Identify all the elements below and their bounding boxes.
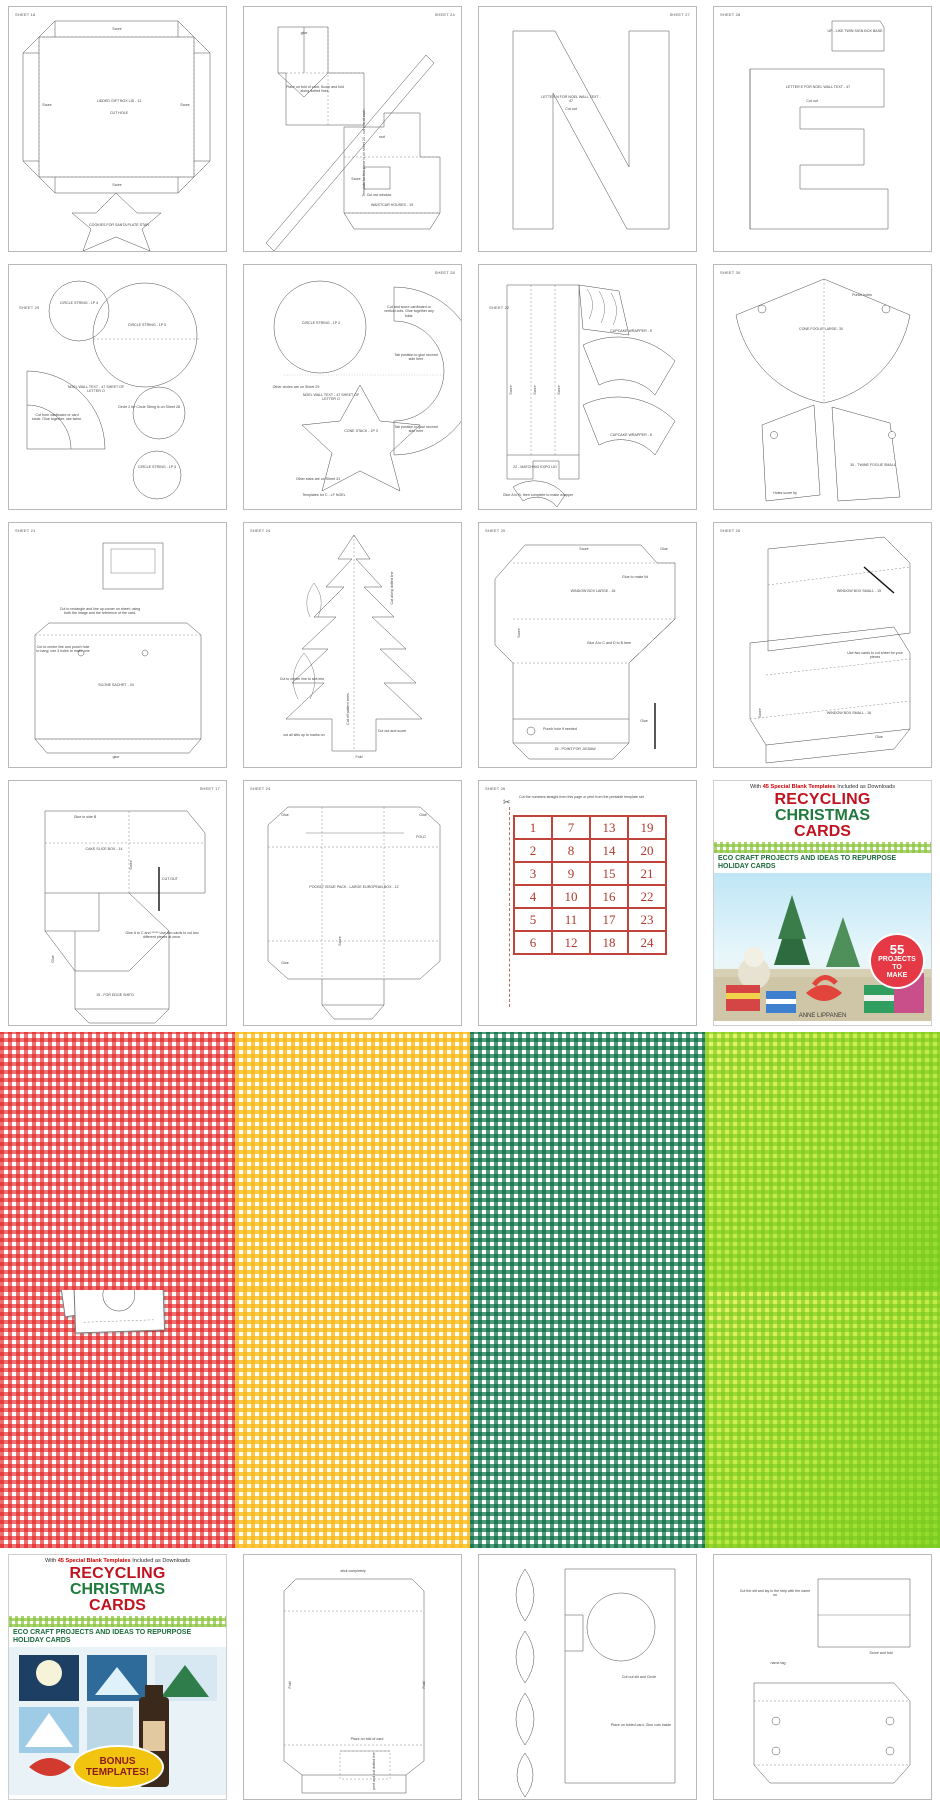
glue-label: Glue to side B — [73, 815, 97, 819]
sheet-cell[interactable] — [0, 258, 235, 516]
cone-foglie-small-label: 30 - TWINE FOGLIE SMALL — [850, 463, 896, 467]
star-label-text: COOKIES FOR SANTA PLATE STAR — [89, 223, 149, 227]
name-tag-label: name tag — [770, 1661, 786, 1665]
sheet-cell[interactable] — [705, 0, 940, 258]
sheet-number-label: SHEET 26 — [720, 528, 741, 533]
cut-hole-text: CUT HOLE — [109, 111, 129, 115]
fabric-swatch-cell[interactable] — [705, 1290, 940, 1548]
sheet-cell[interactable] — [235, 1548, 470, 1806]
window-box-small-label-2: WINDOW BOX SMALL - 16 — [826, 711, 872, 715]
instruction-text: Use two cards to cut sheet for your pieces — [847, 651, 903, 660]
instruction-text: Cut to rectangle and line up corner on sheet; using both the image and the reference of the card. — [59, 607, 141, 616]
place-on-fold-text: Place on fold of card — [350, 1737, 384, 1741]
cupcake-wrapper-6-label: CUPCAKE WRAPPER - 6 — [610, 433, 652, 437]
instruction-text: print and cut dotted line — [372, 1752, 376, 1790]
yellow-gingham-swatch — [235, 1290, 470, 1548]
fabric-swatch-cell[interactable] — [235, 1290, 470, 1548]
glue-label: Glue — [640, 719, 648, 723]
sheet-number-label: SHEET 24 — [250, 786, 271, 791]
red-gingham-swatch — [0, 1032, 235, 1290]
glue-label: Glue — [281, 961, 289, 965]
punch-holes-label: Punch holes — [852, 293, 872, 297]
tab-position-text: Tab position to glue second side here — [394, 353, 438, 362]
number-cell[interactable]: 20 — [628, 839, 666, 862]
fold-label: FOLD — [416, 835, 426, 839]
number-cell[interactable]: 10 — [552, 885, 590, 908]
number-cell[interactable]: 21 — [628, 862, 666, 885]
sheet-cell[interactable] — [235, 774, 470, 1032]
sheet-title-text: LETTER E FOR NOEL WALL TEXT - 47 — [785, 85, 851, 89]
template-sheet-door-hanger — [478, 1554, 697, 1800]
green-gingham-swatch — [470, 1290, 705, 1548]
sheet-number-label: SHEET 20 — [485, 528, 506, 533]
sheet-cell[interactable] — [235, 0, 470, 258]
number-cell[interactable]: 9 — [552, 862, 590, 885]
number-cell[interactable]: 15 — [590, 862, 628, 885]
cover-kicker-tail: Included as Downloads — [130, 1558, 191, 1564]
sign-box-base-label: UP - LIKE TWIN SIGN BOX BASE — [827, 29, 883, 33]
sheet-title-text: WAISTCAR HOUSES - 19 — [370, 203, 414, 207]
cone-stack-3-label: CONE STACK - 1P 3 — [344, 429, 378, 433]
instruction-text: Place on fold of card. Score and fold along dotted lines. — [286, 85, 344, 94]
cross-reference-text: Templates for C - LF NOEL — [302, 493, 346, 497]
sheet-number-label: SHEET 22 — [489, 305, 510, 310]
instruction-text: Cut the slit and lay in the strip with the name on — [739, 1589, 811, 1598]
template-sheet-letter-e — [713, 6, 932, 252]
cover-kicker — [718, 784, 927, 790]
sheet-cell[interactable] — [235, 258, 470, 516]
cover-kicker-tail: Included as Downloads — [835, 784, 896, 790]
score-label: Score — [338, 936, 342, 946]
sheet-cell[interactable] — [470, 774, 705, 1032]
number-cell[interactable]: 14 — [590, 839, 628, 862]
cover-header — [9, 1555, 226, 1614]
cut-slit-circle-text: Cut out slit and Circle — [621, 1675, 657, 1679]
number-cell[interactable]: 8 — [552, 839, 590, 862]
lime-gingham-swatch — [705, 1290, 940, 1548]
number-cell[interactable]: 2 — [514, 839, 552, 862]
sheet-cell[interactable] — [470, 0, 705, 258]
cover-title-line-2: CHRISTMAS — [69, 1581, 166, 1599]
place-on-folded-card-text: Place on folded card. Glue cuts inside — [610, 1723, 672, 1727]
gingham-decorative-band — [714, 842, 931, 853]
sheet-number-label: SHEET 17 — [199, 786, 220, 791]
sheet-cell[interactable] — [470, 258, 705, 516]
cut-out-label: Cut out — [565, 107, 577, 111]
badge-line-2: TO — [892, 963, 902, 971]
cover-kicker-bold: 45 Special Blank Templates — [57, 1558, 131, 1564]
cover-title-line-1: RECYCLING — [69, 1565, 166, 1583]
cover-subtitle: ECO CRAFT PROJECTS AND IDEAS TO REPURPOSE HOLIDAY CARDS — [13, 1629, 192, 1645]
instruction-text: Cut from cardboard or card stock. Glue together, use twine. — [31, 413, 83, 422]
number-cell[interactable]: 13 — [590, 816, 628, 839]
cover-subtitle: ECO CRAFT PROJECTS AND IDEAS TO REPURPOSE HOLIDAY CARDS — [718, 855, 897, 871]
number-cell[interactable]: 6 — [514, 931, 552, 954]
score-label: Score — [533, 385, 537, 395]
glue-label: Glue — [875, 735, 883, 739]
template-sheet-cupcake-wrapper — [478, 264, 697, 510]
circle-string-5-label: CIRCLE STRING - 1P 5 — [127, 323, 167, 327]
template-sheet-scone-sachet — [8, 522, 227, 768]
fabric-swatch-cell[interactable] — [470, 1032, 705, 1290]
instruction-text: Cut the numbers straight from this page or print from the printable template set — [519, 795, 644, 799]
badge-line-3: MAKE — [886, 971, 908, 979]
score-label: Score — [579, 547, 589, 551]
template-sheet-circle-string-a — [8, 264, 227, 510]
sheet-number-label: SHEET 26 — [485, 786, 506, 791]
fabric-swatch-cell[interactable] — [235, 1032, 470, 1290]
number-cell[interactable]: 4 — [514, 885, 552, 908]
sheet-cell[interactable] — [705, 1548, 940, 1806]
cover-kicker — [13, 1558, 222, 1564]
circle-string-2-label: CIRCLE STRING - 1P 2 — [301, 321, 341, 325]
sheet-cell[interactable] — [0, 516, 235, 774]
window-box-small-label: WINDOW BOX SMALL - 15 — [836, 589, 882, 593]
instruction-text: Cut to centre line and punch hole to hang; use 3 holes to make one — [36, 645, 90, 654]
number-cell[interactable]: 3 — [514, 862, 552, 885]
number-cell[interactable]: 22 — [628, 885, 666, 908]
instruction-text: Glue A to C and D to B here — [586, 641, 632, 645]
number-cell[interactable]: 7 — [552, 816, 590, 839]
punch-hole-label: Punch hole if needed — [543, 727, 577, 731]
template-sheet-name-tag — [713, 1554, 932, 1800]
scone-sachet-label: SCONE SACHET - 34 — [98, 683, 134, 687]
noel-wall-text-label: NOEL WALL TEXT - 47 SHEET OF LETTER O — [67, 385, 125, 394]
cover-title-line-3: CARDS — [794, 823, 851, 841]
instruction-text: Glue A to B, then complete to make wrapper — [502, 493, 574, 497]
instruction-text: cut all slits up to marks on — [283, 733, 325, 737]
template-sheet-circle-string-b — [243, 264, 462, 510]
instruction-text: Template for this piece is on sheet 23 - cut one of each — [362, 109, 366, 197]
score-label: Score — [129, 860, 133, 870]
glue-label: glue — [112, 755, 120, 759]
cone-foglie-large-label: CONE FOGLIE LARGE- 30 — [799, 327, 843, 331]
template-sheet-window-box-small — [713, 522, 932, 768]
template-sheet-tree — [243, 522, 462, 768]
score-label: Score — [557, 385, 561, 395]
pocket-issue-pack-label: POCKET ISSUE PACK - LARGE EUROPEAN BOX - 12 — [309, 885, 399, 889]
circle-string-3-label: CIRCLE STRING - 1P 3 — [137, 465, 177, 469]
yellow-gingham-swatch — [235, 1032, 470, 1290]
template-sheet-waistcar-houses — [243, 6, 462, 252]
instruction-text: Cut out and score — [377, 729, 407, 733]
score-label: Score — [180, 103, 190, 107]
fabric-swatch-cell[interactable] — [705, 1032, 940, 1290]
score-label: Score — [42, 103, 52, 107]
score-label: Score — [112, 27, 122, 31]
holes-note-label: Holes score by — [773, 491, 797, 495]
sheet-cell[interactable] — [235, 516, 470, 774]
cover-kicker-plain: With — [749, 784, 763, 790]
sheet-cell[interactable] — [470, 516, 705, 774]
glue-label: Glue — [51, 955, 55, 963]
cut-out-label: Cut out — [806, 99, 818, 103]
sheet-number-label: SHEET 24 — [434, 12, 455, 17]
badge-line-1: BONUS — [99, 1756, 136, 1768]
fabric-swatch-cell[interactable] — [0, 1290, 235, 1548]
book-cover-front — [713, 780, 932, 1026]
projects-badge — [871, 935, 923, 987]
score-label: Score — [758, 708, 762, 718]
cover-author: ANNE LIPPANEN — [798, 1013, 847, 1020]
book-cover-cell[interactable] — [705, 774, 940, 1032]
cut-guide-line — [509, 807, 510, 1007]
bonus-templates-badge — [74, 1747, 162, 1787]
instruction-text: Cut along dotted line — [390, 571, 394, 605]
sheet-number-label: SHEET 27 — [669, 12, 690, 17]
cross-reference-text: Other stars are on Sheet 31 — [295, 477, 341, 481]
cover-photograph — [9, 1647, 226, 1795]
sheet-title-text: LETTER N FOR NOEL WALL TEXT - 47 — [541, 95, 601, 104]
sheet-number-label: SHEET 21 — [15, 528, 36, 533]
book-cover-cell[interactable] — [0, 1548, 235, 1806]
instruction-text: Glue A to C and ***** Use two cards to cut two different pieces at once. — [125, 931, 199, 940]
number-cell[interactable]: 16 — [590, 885, 628, 908]
fold-label: Fold — [355, 755, 363, 759]
edge-shed-label: 15 - FOR EDGE SHE'D — [96, 993, 134, 997]
sheet-number-label: SHEET 30 — [720, 270, 741, 275]
number-cell[interactable]: 1 — [514, 816, 552, 839]
roof-label: roof — [378, 135, 386, 139]
badge-line-1: PROJECTS — [878, 955, 916, 963]
cover-photograph — [714, 873, 931, 1021]
score-label: Score — [517, 628, 521, 638]
scissors-icon: ✂ — [503, 797, 511, 807]
score-fold-text: Score and fold — [869, 1651, 893, 1655]
template-sheet-window-box-large — [478, 522, 697, 768]
green-gingham-swatch — [470, 1032, 705, 1290]
cross-reference-text: Other circles are on Sheet 29 — [272, 385, 320, 389]
number-cell[interactable]: 5 — [514, 908, 552, 931]
cover-kicker-plain: With — [44, 1558, 58, 1564]
gingham-decorative-band — [9, 1616, 226, 1627]
cake-slice-box-label: CAKE SLICE BOX - 14 — [85, 847, 123, 851]
number-cell[interactable]: 24 — [628, 931, 666, 954]
fold-label: Fold — [288, 1681, 292, 1689]
score-label: Score — [351, 177, 361, 181]
cupcake-wrapper-5-label: CUPCAKE WRAPPER - 5 — [610, 329, 652, 333]
sheet-number-label: SHEET 28 — [434, 270, 455, 275]
fabric-swatch-cell[interactable] — [0, 1032, 235, 1290]
cover-title-line-1: RECYCLING — [774, 791, 871, 809]
sheet-number-label: SHEET 24 — [250, 528, 271, 533]
matching-expo-lid-label: 22 - MATCHING EXPO LID — [513, 465, 557, 469]
number-cell[interactable]: 23 — [628, 908, 666, 931]
number-cell[interactable]: 19 — [628, 816, 666, 839]
cover-kicker-bold: 45 Special Blank Templates — [762, 784, 836, 790]
book-cover-bonus — [8, 1554, 227, 1800]
cut-window-label: Cut out window — [366, 193, 392, 197]
template-sheet-letter-n — [478, 6, 697, 252]
sheet-cell[interactable] — [470, 1548, 705, 1806]
glue-label: Glue — [660, 547, 668, 551]
sheet-number-label: SHEET 18 — [15, 12, 36, 17]
glue-label: Glue — [419, 813, 427, 817]
lime-gingham-swatch — [705, 1032, 940, 1290]
advent-numbers-grid — [513, 815, 667, 955]
instruction-text: Cut and score cardboard or vertical cuts. Glue together any folds. — [384, 305, 434, 318]
template-sheet-card-holder — [243, 1554, 462, 1800]
score-label: Score — [112, 183, 122, 187]
template-sheet-advent-numbers — [478, 780, 697, 1026]
template-sheet-pocket-issue-pack — [243, 780, 462, 1026]
jigsaw-point-label: 15 - POINT FOR JIGSAW — [554, 747, 596, 751]
cover-title-line-2: CHRISTMAS — [774, 807, 871, 825]
circle-string-4-label: CIRCLE STRING - 1P 4 — [59, 301, 99, 305]
cut-out-label: CUT OUT — [162, 877, 178, 881]
number-cell[interactable]: 12 — [552, 931, 590, 954]
number-cell[interactable]: 18 — [590, 931, 628, 954]
number-cell[interactable]: 11 — [552, 908, 590, 931]
noel-wall-text-label: NOEL WALL TEXT - 47 SHEET OF LETTER O — [302, 393, 360, 402]
glue-label: Glue — [281, 813, 289, 817]
instruction-text: Glue to make lid — [622, 575, 648, 579]
window-box-large-label: WINDOW BOX LARGE - 16 — [570, 589, 616, 593]
glue-label: glue — [300, 31, 308, 35]
sheet-number-label: SHEET 28 — [720, 12, 741, 17]
sheet-cell[interactable] — [705, 516, 940, 774]
cover-title-line-3: CARDS — [89, 1597, 146, 1615]
badge-number: 55 — [889, 941, 905, 957]
fold-label: Fold — [422, 1681, 426, 1689]
cover-header — [714, 781, 931, 840]
sheet-cell[interactable] — [705, 258, 940, 516]
sheet-cell[interactable] — [0, 774, 235, 1032]
tab-position-text: Tab position to glue second side here — [394, 425, 438, 434]
template-sheet-lidded-gift-box — [8, 6, 227, 252]
score-label: Score — [509, 385, 513, 395]
sheet-cell[interactable] — [0, 0, 235, 258]
template-sheet-cake-slice-box — [8, 780, 227, 1026]
sheet-title-text: LIDDED GIFT BOX LID - 11 — [96, 99, 142, 103]
sheet-number-label: SHEET 29 — [19, 305, 40, 310]
instruction-text: Cut to centre line to slot into — [279, 677, 325, 681]
instruction-text: Cut off pattern trees — [346, 693, 350, 725]
template-photo-card — [73, 1290, 165, 1334]
instruction-text: stick completely — [340, 1569, 366, 1573]
fabric-swatch-cell[interactable] — [470, 1290, 705, 1548]
template-sheet-cone-foglie — [713, 264, 932, 510]
number-cell[interactable]: 17 — [590, 908, 628, 931]
badge-line-2: TEMPLATES! — [85, 1767, 150, 1779]
cross-reference-text: Circle 2 for Circle String is on Sheet 28 — [118, 405, 180, 409]
